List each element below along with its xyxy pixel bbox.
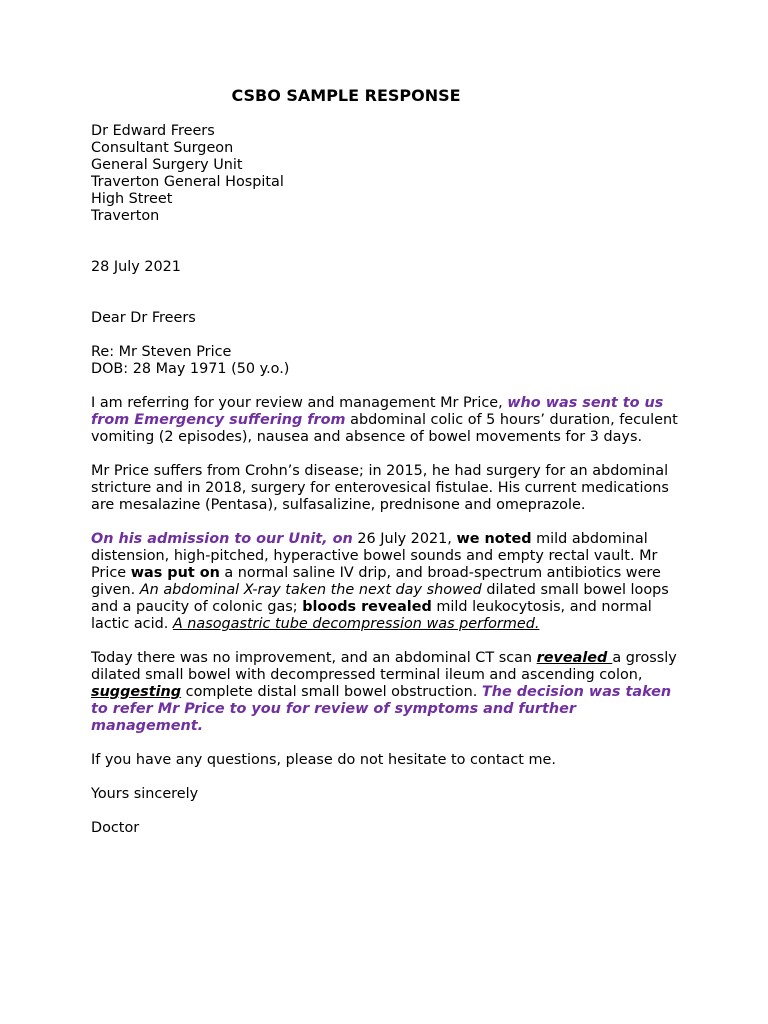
p4-suggesting: suggesting [91, 684, 182, 700]
p4-text-c: a grossly dilated small bowel with decompressed terminal ileum and ascending colon, [91, 650, 677, 683]
recipient-street: High Street [91, 191, 173, 207]
letter-page [91, 85, 681, 837]
p1-text-a: I am referring for your review and management Mr Price, [91, 395, 508, 411]
paragraph-admission [91, 531, 681, 633]
p4-highlight-decision: The decision was taken to refer Mr Price to you for review of symptoms and further management. [91, 684, 672, 734]
paragraph-contact: If you have any questions, please do not hesitate to contact me. [91, 752, 556, 768]
signature: Doctor [91, 820, 140, 836]
recipient-city: Traverton [91, 208, 160, 224]
recipient-unit: General Surgery Unit [91, 157, 243, 173]
p3-text-j: mild leukocytosis, and normal lactic acid. [91, 599, 652, 632]
closing: Yours sincerely [91, 786, 199, 802]
recipient-name: Dr Edward Freers [91, 123, 215, 139]
paragraph-ct-scan [91, 650, 681, 735]
p1-text-c: abdominal colic of 5 hours’ duration, feculent vomiting (2 episodes), nausea and absence of bowel movements for 3 days. [91, 412, 678, 445]
re-line: Re: Mr Steven Price [91, 344, 232, 360]
p3-text-f: a normal saline IV drip, and broad-spectrum antibiotics were given. [91, 565, 661, 598]
p3-bold-put-on: was put on [130, 565, 220, 581]
paragraph-referral [91, 395, 681, 446]
p3-text-d: mild abdominal distension, high-pitched, hyperactive bowel sounds and empty rectal vault. Mr Price [91, 531, 658, 581]
recipient-hospital: Traverton General Hospital [91, 174, 284, 190]
p4-text-e: complete distal small bowel obstruction. [181, 684, 482, 700]
p3-bold-bloods: bloods revealed [302, 599, 432, 615]
p4-text-a: Today there was no improvement, and an abdominal CT scan [91, 650, 537, 666]
p3-text-h: dilated small bowel loops and a paucity of colonic gas; [91, 582, 669, 615]
document-title: CSBO SAMPLE RESPONSE [231, 86, 461, 105]
p4-revealed: revealed [536, 650, 613, 666]
p3-text-b: 26 July 2021, [352, 531, 457, 547]
p3-italic-xray: An abdominal X-ray taken the next day showed [139, 582, 482, 598]
p3-highlight: On his admission to our Unit, on [91, 531, 353, 547]
recipient-position: Consultant Surgeon [91, 140, 234, 156]
recipient-address [91, 123, 681, 225]
p1-highlight: who was sent to us from Emergency suffering from [91, 395, 664, 428]
salutation: Dear Dr Freers [91, 310, 196, 326]
p3-bold-noted: we noted [456, 531, 532, 547]
dob-line: DOB: 28 May 1971 (50 y.o.) [91, 361, 290, 377]
p3-underlined-ng-tube: A nasogastric tube decompression was performed. [172, 616, 540, 632]
letter-date: 28 July 2021 [91, 259, 181, 275]
paragraph-history: Mr Price suffers from Crohn’s disease; in 2015, he had surgery for an abdominal stricture and in 2018, surgery for enterovesical fistulae. His current medications are mesalazine (Pentasa), sulfasalizine, prednisone and omeprazole. [91, 463, 669, 513]
